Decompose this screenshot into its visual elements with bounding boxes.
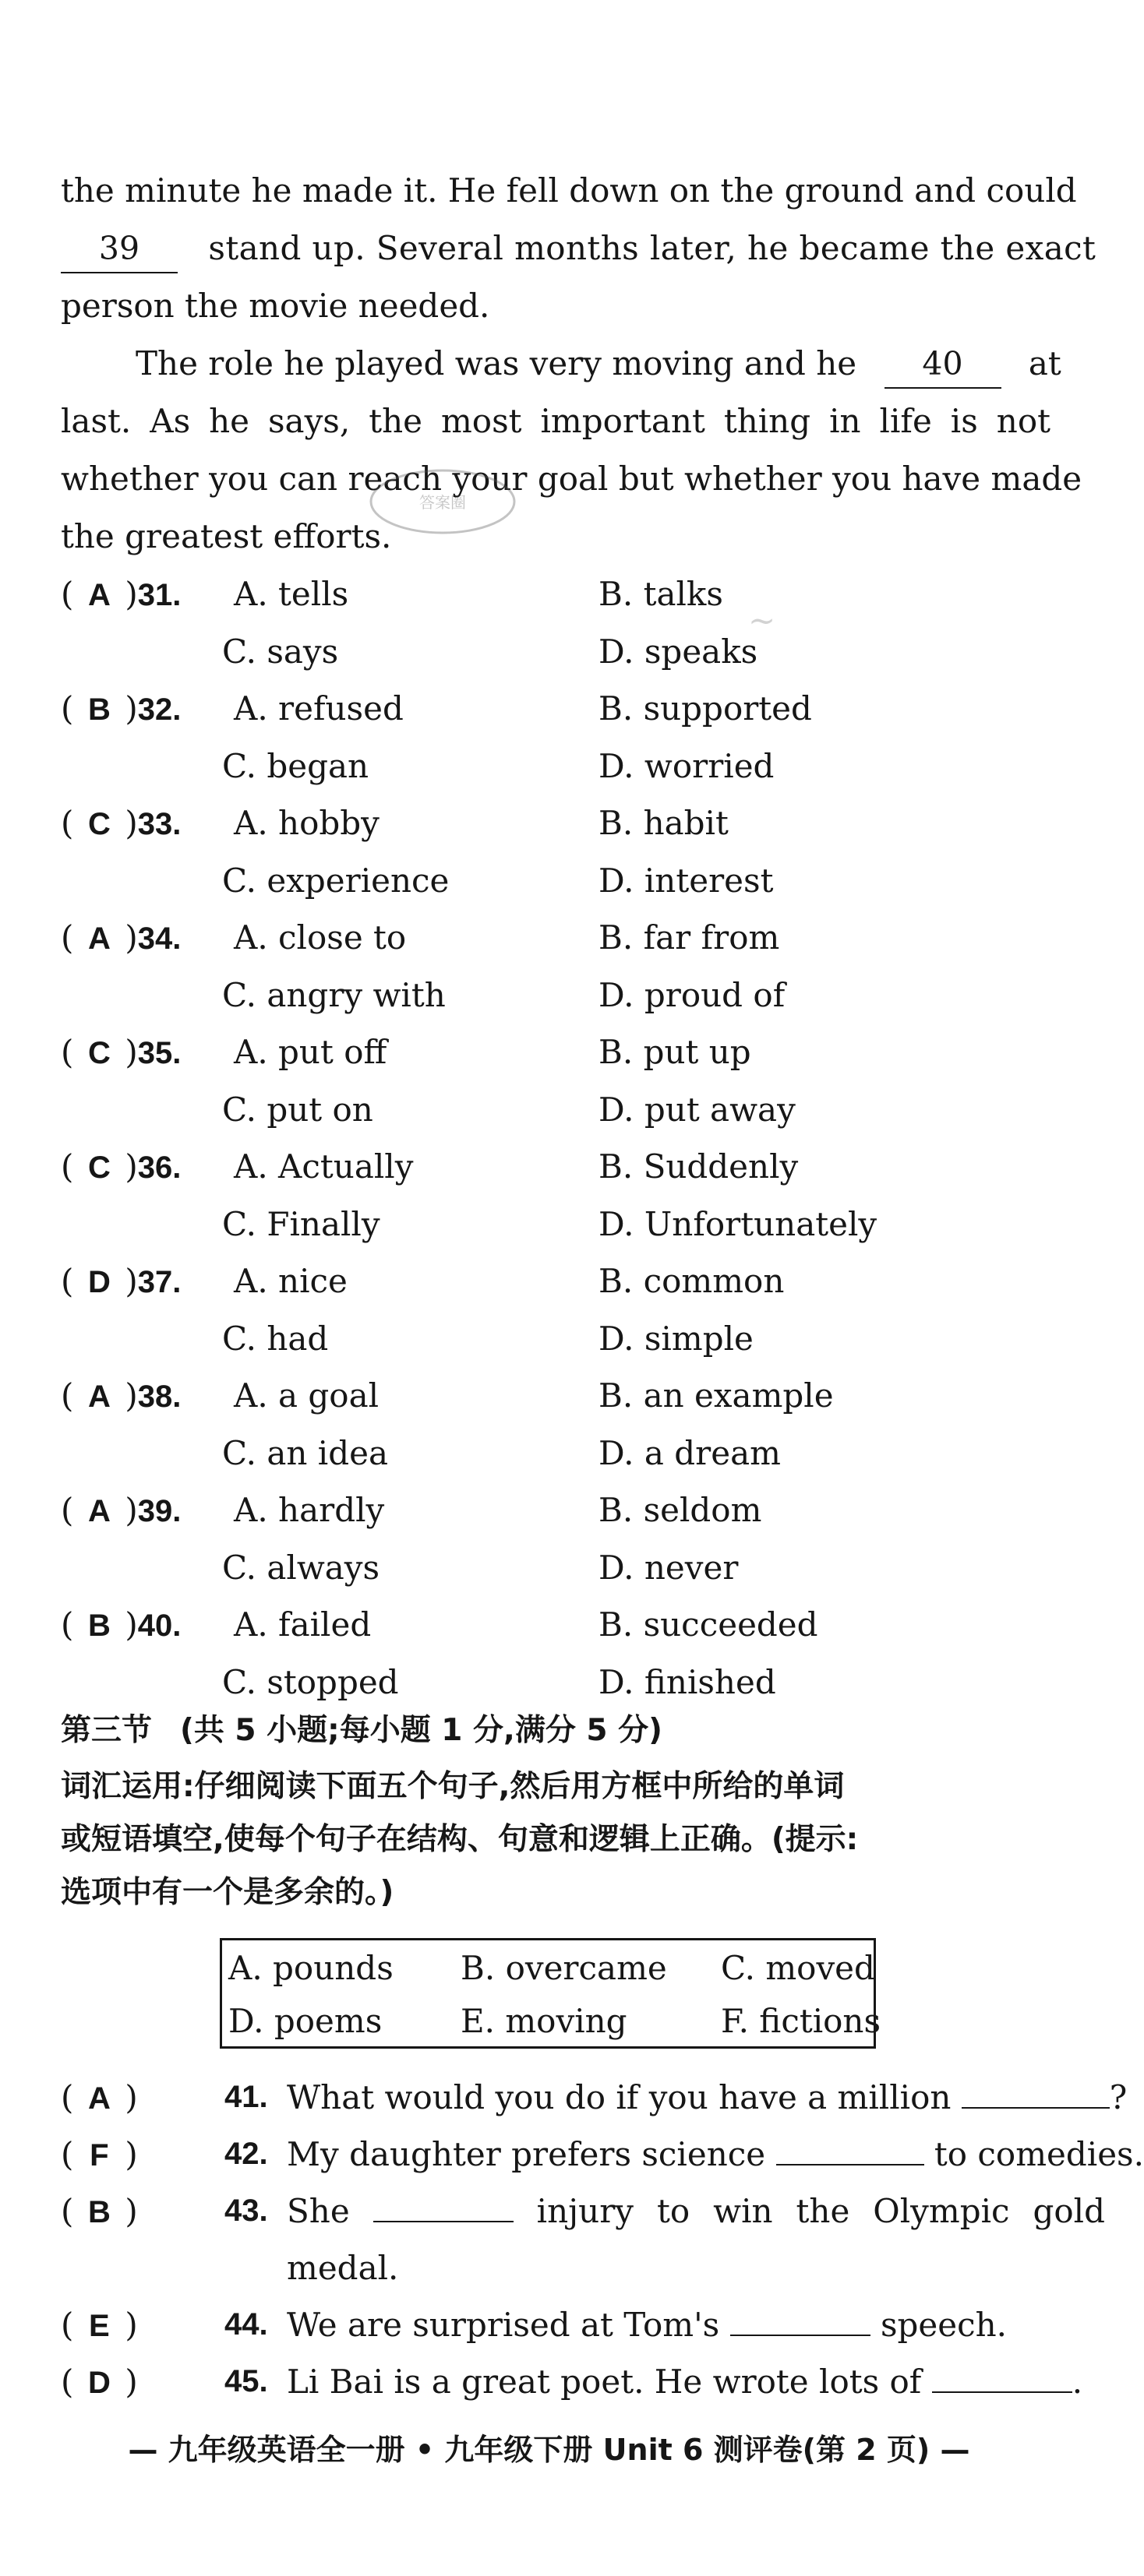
question-row-cont bbox=[61, 1539, 1035, 1596]
option-a: A. hobby bbox=[234, 804, 380, 842]
word-option: B. overcame bbox=[461, 1949, 667, 1987]
passage-text: The role he played was very moving and he bbox=[136, 344, 857, 382]
question-row: ( D )37. A. nice B. common bbox=[61, 1253, 1035, 1309]
passage-text: last. As he says, the most important thing in life is not bbox=[61, 402, 1050, 440]
answer-letter: F bbox=[90, 2138, 109, 2173]
question-row: ( A )39. A. hardly B. seldom bbox=[61, 1482, 1035, 1538]
option-b: B. put up bbox=[598, 1033, 751, 1071]
word-option: C. moved bbox=[721, 1949, 875, 1987]
question-row: ( C )35. A. put off B. put up bbox=[61, 1024, 1035, 1080]
question-number: 39. bbox=[137, 1494, 182, 1528]
word-option: E. moving bbox=[461, 2002, 627, 2040]
question-number: 43. bbox=[224, 2194, 268, 2228]
answer-blank bbox=[730, 2335, 870, 2336]
option-a: A. nice bbox=[234, 1262, 348, 1300]
fill-item-43-cont bbox=[61, 2239, 1050, 2296]
question-number: 45. bbox=[224, 2364, 268, 2398]
option-a: A. close to bbox=[234, 918, 407, 957]
passage-text: stand up. Several months later, he became the exact bbox=[208, 229, 1096, 267]
answer-letter: A bbox=[87, 578, 111, 612]
option-b: B. an example bbox=[598, 1376, 834, 1415]
word-option: A. pounds bbox=[228, 1949, 394, 1987]
passage-line bbox=[61, 393, 1050, 450]
option-b: B. habit bbox=[598, 804, 729, 842]
answer-blank bbox=[373, 2221, 514, 2222]
answer-blank bbox=[776, 2164, 924, 2165]
question-row-cont bbox=[61, 1196, 1035, 1253]
question-row: ( A )38. A. a goal B. an example bbox=[61, 1367, 1035, 1424]
question-number: 38. bbox=[137, 1380, 182, 1414]
option-a: A. failed bbox=[234, 1605, 372, 1644]
question-stem: Li Bai is a great poet. He wrote lots of . bbox=[287, 2363, 1083, 2401]
option-a: A. put off bbox=[234, 1033, 387, 1071]
question-row-cont bbox=[61, 1310, 1035, 1367]
question-number: 41. bbox=[224, 2080, 268, 2114]
question-row: ( B )40. A. failed B. succeeded bbox=[61, 1596, 1035, 1653]
question-stem: We are surprised at Tom's speech. bbox=[287, 2306, 1008, 2344]
page-footer: — 九年级英语全一册 • 九年级下册 Unit 6 测评卷(第 2 页) — bbox=[128, 2433, 970, 2467]
question-number: 42. bbox=[224, 2137, 268, 2171]
option-d: D. proud of bbox=[598, 975, 786, 1014]
answer-letter: E bbox=[89, 2309, 110, 2343]
question-row-cont bbox=[61, 1425, 1035, 1482]
word-bank-box bbox=[220, 1938, 881, 2049]
question-row-cont bbox=[61, 623, 1035, 680]
option-d: D. simple bbox=[598, 1319, 754, 1358]
answer-blank bbox=[932, 2391, 1072, 2393]
passage-text: person the movie needed. bbox=[61, 287, 490, 325]
option-c: C. says bbox=[222, 632, 339, 671]
passage-text: whether you can reach your goal but whether you have made bbox=[61, 460, 1082, 498]
option-c: C. Finally bbox=[222, 1204, 380, 1243]
question-stem: What would you do if you have a million ? bbox=[287, 2078, 1128, 2116]
question-number: 44. bbox=[224, 2307, 268, 2342]
question-number: 36. bbox=[137, 1151, 182, 1185]
fill-item-42: ( F ) 42. My daughter prefers science to comedies. bbox=[61, 2126, 1050, 2183]
answer-letter: C bbox=[87, 1036, 111, 1070]
option-d: D. Unfortunately bbox=[598, 1204, 877, 1243]
instruction-line: 词汇运用:仔细阅读下面五个句子,然后用方框中所给的单词 bbox=[61, 1769, 845, 1804]
instruction-line: 或短语填空,使每个句子在结构、句意和逻辑上正确。(提示: bbox=[61, 1822, 859, 1857]
passage-line bbox=[61, 335, 1061, 393]
section-score: (共 5 小题;每小题 1 分,满分 5 分) bbox=[180, 1713, 662, 1748]
question-number: 32. bbox=[137, 692, 182, 727]
answer-letter: A bbox=[87, 1380, 111, 1414]
question-number: 35. bbox=[137, 1036, 182, 1070]
fill-item-44: ( E ) 44. We are surprised at Tom's speech. bbox=[61, 2296, 1050, 2353]
option-d: D. put away bbox=[598, 1090, 796, 1129]
fill-item-45: ( D ) 45. Li Bai is a great poet. He wrote lots of . bbox=[61, 2353, 1050, 2410]
answer-letter: D bbox=[87, 2366, 111, 2400]
option-b: B. common bbox=[598, 1262, 785, 1300]
question-stem: She injury to win the Olympic gold bbox=[287, 2192, 1106, 2230]
svg-text:答案圈: 答案圈 bbox=[419, 493, 466, 512]
option-b: B. seldom bbox=[598, 1491, 762, 1529]
passage-text: the greatest efforts. bbox=[61, 517, 392, 555]
option-c: C. an idea bbox=[222, 1433, 388, 1472]
answer-letter: C bbox=[87, 807, 111, 841]
option-c: C. had bbox=[222, 1319, 329, 1358]
option-a: A. refused bbox=[234, 689, 404, 728]
section-3-header bbox=[61, 1704, 1050, 1757]
answer-letter: B bbox=[87, 1609, 111, 1643]
question-number: 31. bbox=[137, 578, 182, 612]
option-d: D. a dream bbox=[598, 1433, 781, 1472]
question-row: ( C )36. A. Actually B. Suddenly bbox=[61, 1138, 1035, 1195]
answer-letter: D bbox=[87, 1265, 111, 1299]
option-c: C. always bbox=[222, 1548, 380, 1587]
question-number: 33. bbox=[137, 807, 182, 841]
option-b: B. far from bbox=[598, 918, 780, 957]
passage-text: the minute he made it. He fell down on the ground and could bbox=[61, 171, 1077, 210]
section-instructions bbox=[61, 1760, 1050, 1919]
stamp-seal-icon bbox=[365, 464, 521, 539]
passage-text: at bbox=[1028, 344, 1061, 382]
section-title: 第三节 bbox=[61, 1713, 153, 1748]
option-a: A. Actually bbox=[234, 1147, 414, 1186]
question-number: 34. bbox=[137, 922, 182, 956]
option-d: D. worried bbox=[598, 746, 775, 785]
question-row-cont bbox=[61, 852, 1035, 909]
question-row-cont bbox=[61, 738, 1035, 795]
question-number: 40. bbox=[137, 1609, 182, 1643]
option-c: C. angry with bbox=[222, 975, 446, 1014]
passage-line bbox=[61, 508, 1050, 566]
option-a: A. tells bbox=[234, 575, 349, 613]
answer-letter: A bbox=[87, 1494, 111, 1528]
option-c: C. stopped bbox=[222, 1662, 399, 1701]
answer-letter: A bbox=[87, 2081, 111, 2116]
word-option: F. fictions bbox=[721, 2002, 881, 2040]
question-row: ( C )33. A. hobby B. habit bbox=[61, 795, 1035, 851]
fill-item-41: ( A ) 41. What would you do if you have a million ? bbox=[61, 2069, 1050, 2126]
option-b: B. talks bbox=[598, 575, 723, 613]
question-number: 37. bbox=[137, 1265, 182, 1299]
option-d: D. finished bbox=[598, 1662, 776, 1701]
instruction-line: 选项中有一个是多余的。) bbox=[61, 1875, 394, 1910]
passage-line bbox=[61, 162, 1077, 220]
question-stem: medal. bbox=[287, 2249, 399, 2287]
answer-blank bbox=[962, 2107, 1110, 2109]
answer-letter: A bbox=[87, 922, 111, 956]
option-a: A. hardly bbox=[234, 1491, 385, 1529]
answer-letter: B bbox=[87, 692, 111, 727]
option-d: D. interest bbox=[598, 861, 774, 900]
option-b: B. succeeded bbox=[598, 1605, 818, 1644]
question-row: ( B )32. A. refused B. supported bbox=[61, 680, 1035, 737]
option-c: C. put on bbox=[222, 1090, 373, 1129]
bleed-through-text: ~ bbox=[748, 601, 776, 640]
blank-40: 40 bbox=[884, 340, 1001, 389]
question-row-cont bbox=[61, 967, 1035, 1024]
question-row: ( A )34. A. close to B. far from bbox=[61, 909, 1035, 966]
option-b: B. Suddenly bbox=[598, 1147, 799, 1186]
answer-letter: C bbox=[87, 1151, 111, 1185]
option-c: C. experience bbox=[222, 861, 450, 900]
passage-line bbox=[61, 450, 1082, 508]
passage-line bbox=[61, 277, 1050, 335]
fill-item-43: ( B ) 43. She injury to win the Olympic gold bbox=[61, 2183, 1050, 2239]
answer-letter: B bbox=[87, 2195, 111, 2229]
passage-line bbox=[61, 220, 1096, 277]
question-stem: My daughter prefers science to comedies. bbox=[287, 2135, 1144, 2173]
question-row-cont bbox=[61, 1081, 1035, 1138]
option-d: D. never bbox=[598, 1548, 739, 1587]
question-row: ( A )31. A. tells B. talks bbox=[61, 566, 1035, 622]
word-option: D. poems bbox=[228, 2002, 383, 2040]
option-c: C. began bbox=[222, 746, 369, 785]
option-b: B. supported bbox=[598, 689, 812, 728]
option-d: D. speaks bbox=[598, 632, 758, 671]
question-row-cont bbox=[61, 1654, 1035, 1711]
blank-39: 39 bbox=[61, 225, 178, 273]
option-a: A. a goal bbox=[234, 1376, 380, 1415]
